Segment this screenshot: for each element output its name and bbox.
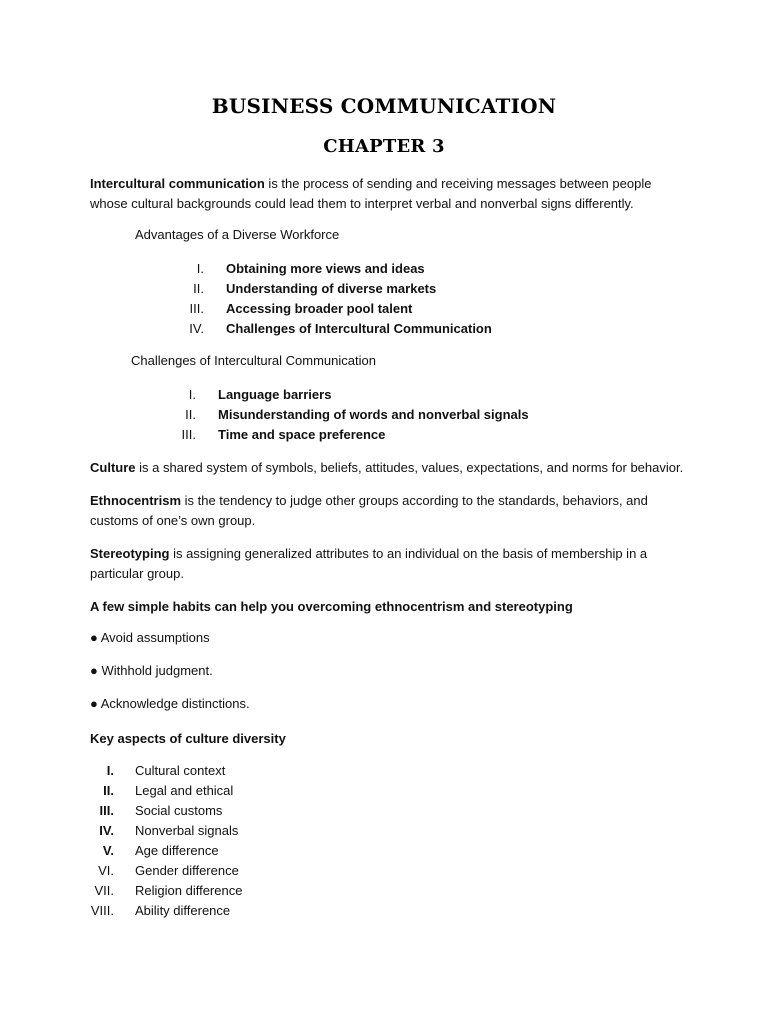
list-text: Time and space preference <box>218 427 386 442</box>
list-text: Age difference <box>135 843 219 858</box>
ethnocentrism-definition <box>90 491 650 531</box>
list-item <box>164 259 604 279</box>
list-number: I. <box>196 261 204 276</box>
list-number: VII. <box>94 883 114 898</box>
list-item <box>74 821 514 841</box>
list-number: III. <box>99 803 114 818</box>
list-text: Ability difference <box>135 903 231 918</box>
culture-term: Culture <box>90 460 136 475</box>
habit-item: ● Withhold judgment. <box>90 663 213 678</box>
list-text: Misunderstanding of words and nonverbal signals <box>218 407 529 422</box>
list-item <box>74 801 514 821</box>
list-item <box>164 279 604 299</box>
stereotyping-definition <box>90 544 650 584</box>
list-item <box>74 781 514 801</box>
aspects-heading: Key aspects of culture diversity <box>90 731 286 746</box>
culture-definition <box>90 458 690 478</box>
ethnocentrism-text: is the tendency to judge other groups according to the standards, behaviors, and customs of one’s own group. <box>90 493 648 528</box>
list-text: Nonverbal signals <box>135 823 239 838</box>
aspects-list <box>74 761 514 921</box>
list-number: II. <box>103 783 114 798</box>
list-number: V. <box>102 843 114 858</box>
list-item <box>164 299 604 319</box>
document-title: BUSINESS COMMUNICATION <box>211 94 557 118</box>
list-number: III. <box>189 301 204 316</box>
challenges-list <box>156 385 596 445</box>
list-number: III. <box>181 427 196 442</box>
habit-item: ● Avoid assumptions <box>90 630 210 645</box>
list-text: Legal and ethical <box>135 783 234 798</box>
list-number: IV. <box>99 823 114 838</box>
intercultural-term: Intercultural communication <box>90 176 265 191</box>
list-text: Religion difference <box>135 883 243 898</box>
list-item <box>156 385 596 405</box>
list-number: II. <box>185 407 196 422</box>
list-item <box>74 761 514 781</box>
list-item <box>164 319 604 339</box>
list-text: Obtaining more views and ideas <box>226 261 425 276</box>
ethnocentrism-term: Ethnocentrism <box>90 493 182 508</box>
list-text: Accessing broader pool talent <box>226 301 413 316</box>
list-number: VI. <box>98 863 114 878</box>
list-number: I. <box>188 387 196 402</box>
list-item <box>74 861 514 881</box>
list-item <box>74 881 514 901</box>
stereotyping-term: Stereotyping <box>90 546 170 561</box>
list-item <box>74 841 514 861</box>
list-item <box>156 405 596 425</box>
intercultural-definition <box>90 174 690 214</box>
list-number: I. <box>106 763 114 778</box>
intercultural-text: is the process of sending and receiving messages between people whose cultural backgrounds could lead them to interpret verbal and nonverbal signs differently. <box>90 176 652 211</box>
list-number: II. <box>193 281 204 296</box>
challenges-heading: Challenges of Intercultural Communication <box>131 353 376 368</box>
habit-item: ● Acknowledge distinctions. <box>90 696 250 711</box>
chapter-title: CHAPTER 3 <box>323 136 445 157</box>
habits-heading: A few simple habits can help you overcoming ethnocentrism and stereotyping <box>90 599 573 614</box>
list-text: Gender difference <box>135 863 239 878</box>
list-number: IV. <box>189 321 204 336</box>
advantages-list <box>164 259 604 339</box>
list-text: Cultural context <box>135 763 226 778</box>
culture-text: is a shared system of symbols, beliefs, attitudes, values, expectations, and norms for behavior. <box>135 460 684 475</box>
list-number: VIII. <box>90 903 114 918</box>
list-item <box>74 901 514 921</box>
list-text: Understanding of diverse markets <box>226 281 437 296</box>
list-text: Challenges of Intercultural Communication <box>226 321 492 336</box>
stereotyping-text: is assigning generalized attributes to an individual on the basis of membership in a particular group. <box>90 546 648 581</box>
list-text: Language barriers <box>218 387 332 402</box>
list-item <box>156 425 596 445</box>
advantages-heading: Advantages of a Diverse Workforce <box>135 227 340 242</box>
list-text: Social customs <box>135 803 223 818</box>
